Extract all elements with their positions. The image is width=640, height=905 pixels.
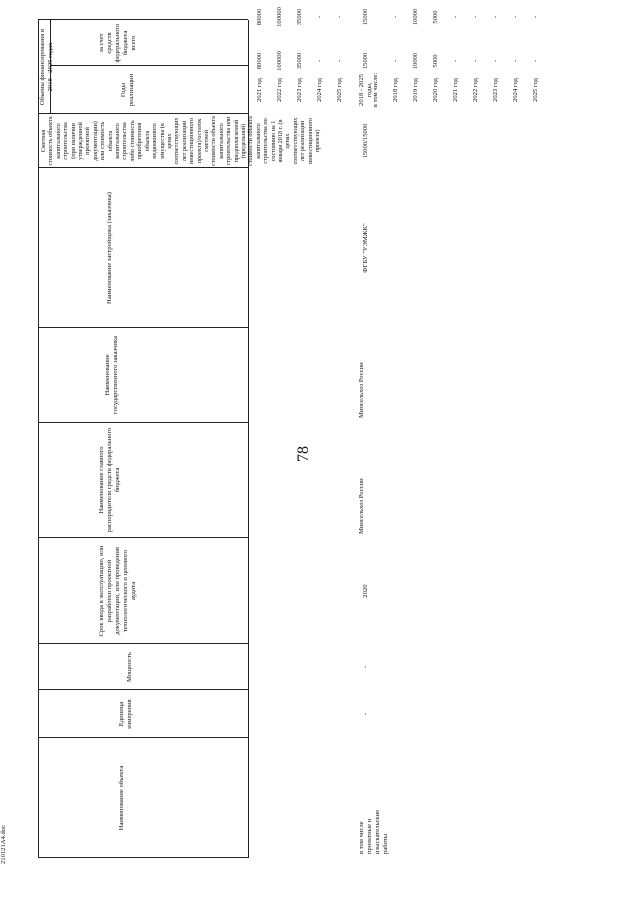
project-row-federal: -	[452, 15, 459, 19]
row-federal: 80000	[256, 8, 263, 26]
project-row-year: 2018 год	[392, 78, 399, 102]
header-developer: Наименование застройщика (заказчика)	[106, 192, 113, 304]
project-row-federal: -	[392, 15, 399, 19]
project-row-total: -	[492, 59, 499, 63]
project-row-year: 2020 год	[432, 78, 439, 102]
project-developer: ФГБУ "УЭМЖК"	[362, 223, 369, 273]
header-object-name: Наименование объекта	[118, 765, 125, 831]
project-estimate: 15000/15000	[362, 123, 369, 159]
project-period-total: 15000	[362, 52, 369, 70]
project-row-total: -	[472, 59, 479, 63]
project-row-federal: 10000	[412, 8, 419, 26]
row-total: 35000	[296, 52, 303, 70]
row-year: 2025 год	[336, 78, 343, 102]
row-federal: -	[336, 15, 343, 19]
row-total: 100000	[276, 51, 283, 71]
header-federal: за счет средств федерального бюджета	[98, 23, 129, 63]
row-federal: -	[316, 15, 323, 19]
project-period-sub: в том числе:	[372, 72, 379, 108]
project-row-year: 2024 год	[512, 78, 519, 102]
project-row-total: 10000	[412, 52, 419, 70]
row-year: 2024 год	[316, 78, 323, 102]
project-deadline: 2020	[362, 584, 369, 598]
row-year: 2021 год	[256, 78, 263, 102]
project-object-name: в том числе проектные и изыскательские работы	[358, 809, 389, 854]
project-row-year: 2022 год	[472, 78, 479, 102]
header-capacity: Мощность	[126, 652, 133, 682]
project-row-federal: 5000	[432, 10, 439, 24]
project-row-federal: -	[532, 15, 539, 19]
row-federal: 100000	[276, 7, 283, 27]
project-row-year: 2021 год	[452, 78, 459, 102]
row-total: -	[316, 59, 323, 63]
header-estimate: Сметная стоимость объекта капитального строительства (при наличии утвержденной проектной документации) или стоимость объекта капитального строительства либо стоимость приобретения объекта недвижимого имущества (в ценах соответствующих лет реализации инвестиционного проекта)/остаток сметной стоимости объекта капитального строительства или предполагаемой (предельной) стоимости объекта капитального строительства по состоянию на 1 января 2018 г. (в ценах соответствующих лет реализации инвестиционного проекта)	[40, 116, 322, 166]
header-state-customer: Наименование государственного заказчика	[104, 336, 119, 414]
project-state-customer: Минсельхоз России	[358, 362, 365, 418]
project-period-federal: 15000	[362, 8, 369, 26]
project-main-manager: Минсельхоз России	[358, 478, 365, 534]
project-row-total: -	[532, 59, 539, 63]
project-row-federal: -	[472, 15, 479, 19]
row-total: 80000	[256, 52, 263, 70]
header-main-manager: Наименование главного распорядителя средств федерального бюджета	[98, 427, 121, 533]
project-unit: -	[362, 712, 369, 716]
project-row-total: -	[392, 59, 399, 63]
project-row-year: 2023 год	[492, 78, 499, 102]
row-year: 2022 год	[276, 78, 283, 102]
document-code: 210121А4.doc	[0, 824, 7, 864]
row-federal: 35000	[296, 8, 303, 26]
project-row-total: -	[452, 59, 459, 63]
project-row-total: 5000	[432, 54, 439, 68]
project-row-year: 2025 год	[532, 78, 539, 102]
header-total: всего	[130, 35, 137, 51]
project-row-federal: -	[492, 15, 499, 19]
header-unit: Единица измерения	[118, 699, 133, 729]
project-row-federal: -	[512, 15, 519, 19]
header-years: Годы реализации	[120, 73, 135, 107]
project-row-total: -	[512, 59, 519, 63]
header-funding-group: Объемы финансирования в 2018 - 2025 годах	[39, 28, 54, 106]
row-total: -	[336, 59, 343, 63]
header-deadline: Срок ввода в эксплуатацию, или разработки проектной документации, или проведения технологического и ценового аудита	[98, 545, 137, 637]
project-period: 2018 - 2025 годы,	[358, 74, 373, 106]
table-body-sheet	[38, 7, 638, 858]
row-year: 2023 год	[296, 78, 303, 102]
project-row-year: 2019 год	[412, 78, 419, 102]
project-capacity: -	[362, 665, 369, 669]
page-number: 78	[295, 446, 312, 462]
